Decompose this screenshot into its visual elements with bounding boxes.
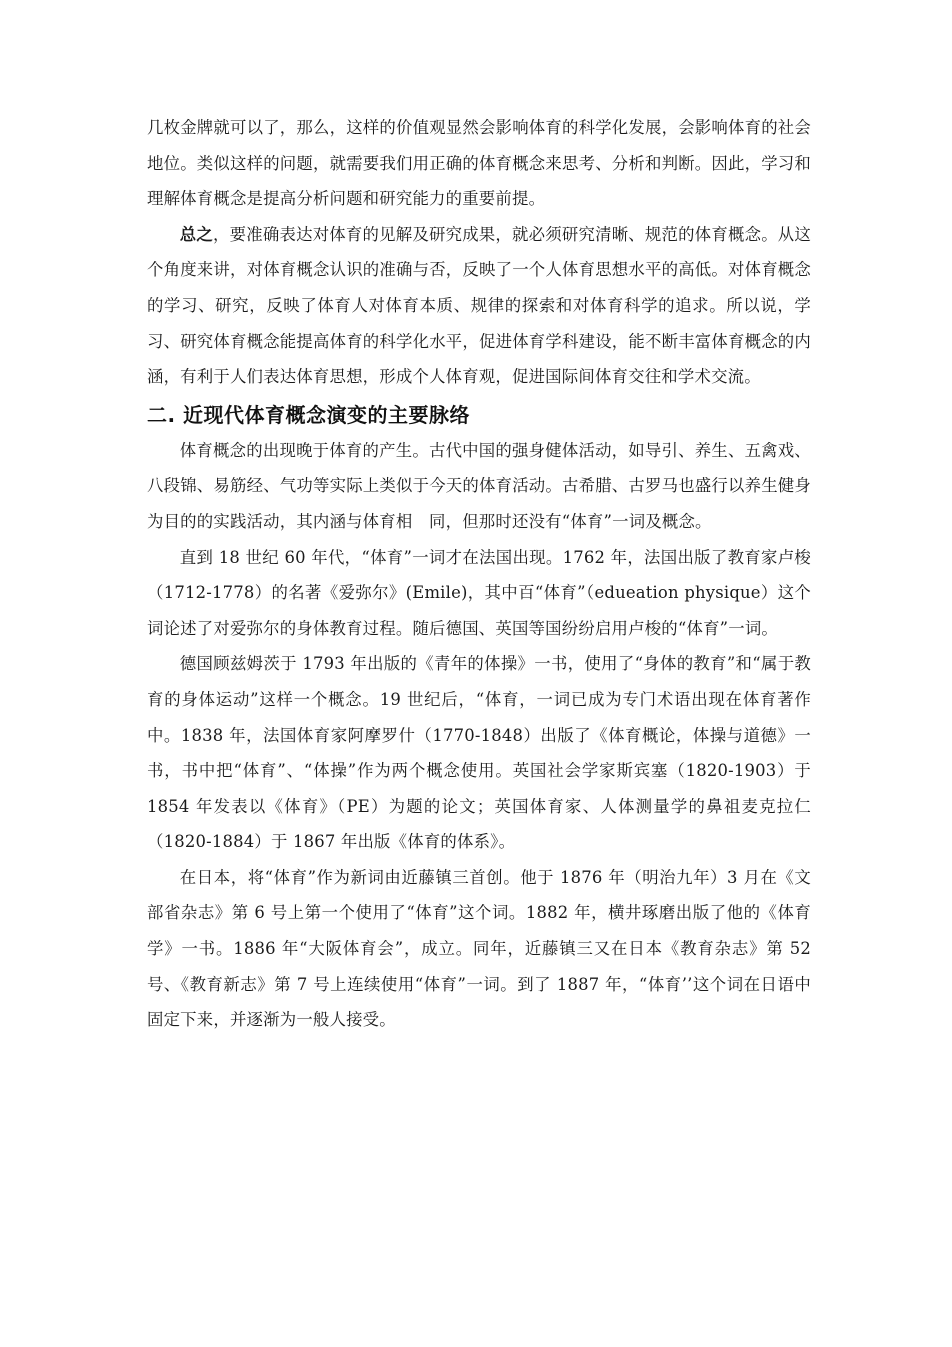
paragraph-origin: 体育概念的出现晚于体育的产生。古代中国的强身健体活动，如导引、养生、五禽戏、八段锦、易筋经、气功等实际上类似于今天的体育活动。古希腊、古罗马也盛行以养生健身为目的的实践活动，其内涵与体育相 同，但那时还没有“体育”一词及概念。: [147, 440, 811, 531]
summary-body: ，要准确表达对体育的见解及研究成果，就必须研究清晰、规范的体育概念。从这个角度来讲，对体育概念认识的准确与否，反映了一个人体育思想水平的高低。对体育概念的学习、研究，反映了体育人对体育本质、规律的探索和对体育科学的追求。所以说，学习、研究体育概念能提高体育的科学化水平，促进体育学科建设，能不断丰富体育概念的内涵，有利于人们表达体育思想，形成个人体育观，促进国际间体育交往和学术交流。: [147, 224, 812, 387]
paragraph-value-judgement: 几枚金牌就可以了，那么，这样的价值观显然会影响体育的科学化发展，会影响体育的社会地位。类似这样的问题，就需要我们用正确的体育概念来思考、分析和判断。因此，学习和理解体育概念是提高分析问题和研究能力的重要前提。: [147, 118, 811, 209]
paragraph-summary: [147, 217, 811, 395]
document-page: [147, 110, 811, 1038]
summary-lead-word: 总之: [179, 224, 214, 244]
paragraph-japan: 在日本，将“体育”作为新词由近藤镇三首创。他于 1876 年（明治九年）3 月在《文部省杂志》第 6 号上第一个使用了“体育”这个词。1882 年，横井琢磨出版了他的《体育学》一书。1886 年“大阪体育会”，成立。同年，近藤镇三又在日本《教育杂志》第 52 号、《教育新志》第 7 号上连续使用“体育”一词。到了 1887 年，“体育’’这个词在日语中固定下来，并逐渐为一般人接受。: [147, 867, 811, 1030]
paragraph-germany-england: 德国顾兹姆茨于 1793 年出版的《青年的体操》一书，使用了“身体的教育”和“属于教育的身体运动”这样一个概念。19 世纪后，“体育，一词已成为专门术语出现在体育著作中。1838 年，法国体育家阿摩罗什（1770-1848）出版了《体育概论，体操与道德》一书，书中把“体育”、“体操”作为两个概念使用。英国社会学家斯宾塞（1820-1903）于 1854 年发表以《体育》（PE）为题的论文；英国体育家、人体测量学的鼻祖麦克拉仁（1820-1884）于 1867 年出版《体育的体系》。: [147, 654, 811, 852]
paragraph-france: 直到 18 世纪 60 年代，“体育”一词才在法国出现。1762 年，法国出版了教育家卢梭（1712-1778）的名著《爱弥尔》(Emile)，其中百“体育”（edueation physique）这个词论述了对爱弥尔的身体教育过程。随后德国、英国等国纷纷启用卢梭的“体育”一词。: [147, 547, 811, 638]
section-heading: 二. 近现代体育概念演变的主要脉络: [147, 402, 471, 427]
